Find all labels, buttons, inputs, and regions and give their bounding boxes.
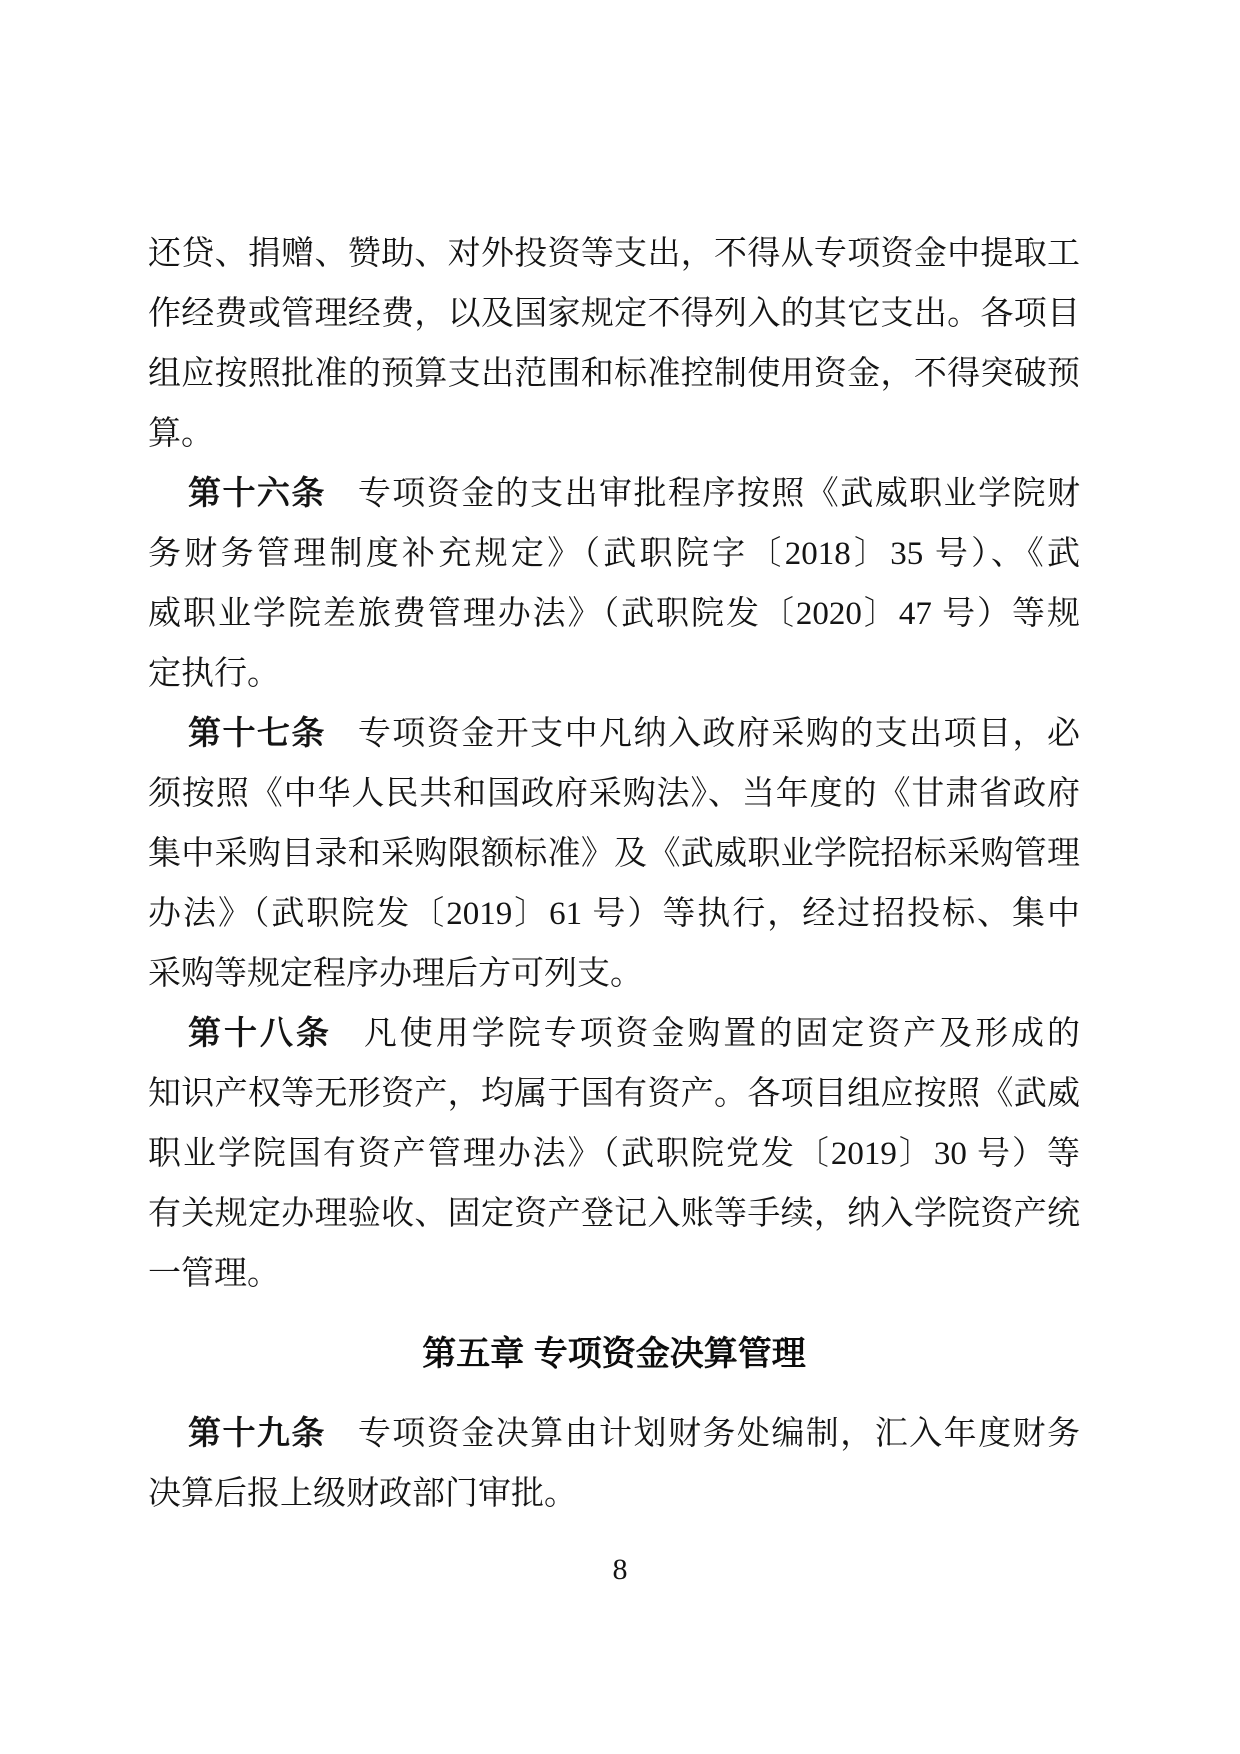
line-text: 决算后报上级财政部门审批。 [148,1476,577,1512]
text-line [148,524,1080,584]
text-line [148,1464,1080,1524]
text-line [148,1244,1080,1304]
text-line [148,464,1080,524]
text-line [148,1064,1080,1124]
line-text: 一管理。 [148,1256,280,1292]
text-line [148,584,1080,644]
line-text: 定执行。 [148,656,280,692]
line-text: 须按照《中华人民共和国政府采购法》、当年度的《甘肃省政府 [148,776,1080,812]
text-line [148,884,1080,944]
article-number-label: 第十九条 [188,1416,326,1452]
chapter-heading: 第五章 专项资金决算管理 [422,1335,806,1373]
text-line [148,944,1080,1004]
text-line [148,1404,1080,1464]
line-text: 组应按照批准的预算支出范围和标准控制使用资金，不得突破预 [148,356,1080,392]
line-text: 知识产权等无形资产，均属于国有资产。各项目组应按照《武威 [148,1076,1080,1112]
article-number-label: 第十八条 [188,1016,332,1052]
line-text: 作经费或管理经费，以及国家规定不得列入的其它支出。各项目 [148,296,1080,332]
article-number-label: 第十七条 [188,716,326,752]
line-text: 凡使用学院专项资金购置的固定资产及形成的 [363,1016,1081,1052]
line-text: 威职业学院差旅费管理办法》（武职院发〔2020〕47 号）等规 [148,596,1080,632]
text-line [148,824,1080,884]
line-text: 办法》（武职院发〔2019〕61 号）等执行，经过招投标、集中 [148,896,1080,932]
text-line [148,284,1080,344]
article-number-label: 第十六条 [188,476,326,512]
line-text: 专项资金开支中凡纳入政府采购的支出项目，必 [357,716,1081,752]
line-text: 务财务管理制度补充规定》（武职院字〔2018〕35 号）、《武 [148,536,1080,572]
document-content [148,224,1080,1524]
text-line [148,1184,1080,1244]
text-line [148,644,1080,704]
line-text: 还贷、捐赠、赞助、对外投资等支出，不得从专项资金中提取工 [148,236,1080,272]
text-line [148,404,1080,464]
line-text: 集中采购目录和采购限额标准》及《武威职业学院招标采购管理 [148,836,1080,872]
line-text: 职业学院国有资产管理办法》（武职院党发〔2019〕30 号）等 [148,1136,1080,1172]
text-line [148,224,1080,284]
text-line [148,344,1080,404]
line-text: 专项资金的支出审批程序按照《武威职业学院财 [357,476,1081,512]
text-line [148,704,1080,764]
line-text: 采购等规定程序办理后方可列支。 [148,956,643,992]
line-text: 专项资金决算由计划财务处编制，汇入年度财务 [357,1416,1081,1452]
line-text: 算。 [148,416,214,452]
text-line [148,764,1080,824]
text-line [148,1004,1080,1064]
page-number: 8 [612,1553,628,1586]
text-line [148,1124,1080,1184]
line-text: 有关规定办理验收、固定资产登记入账等手续，纳入学院资产统 [148,1196,1080,1232]
